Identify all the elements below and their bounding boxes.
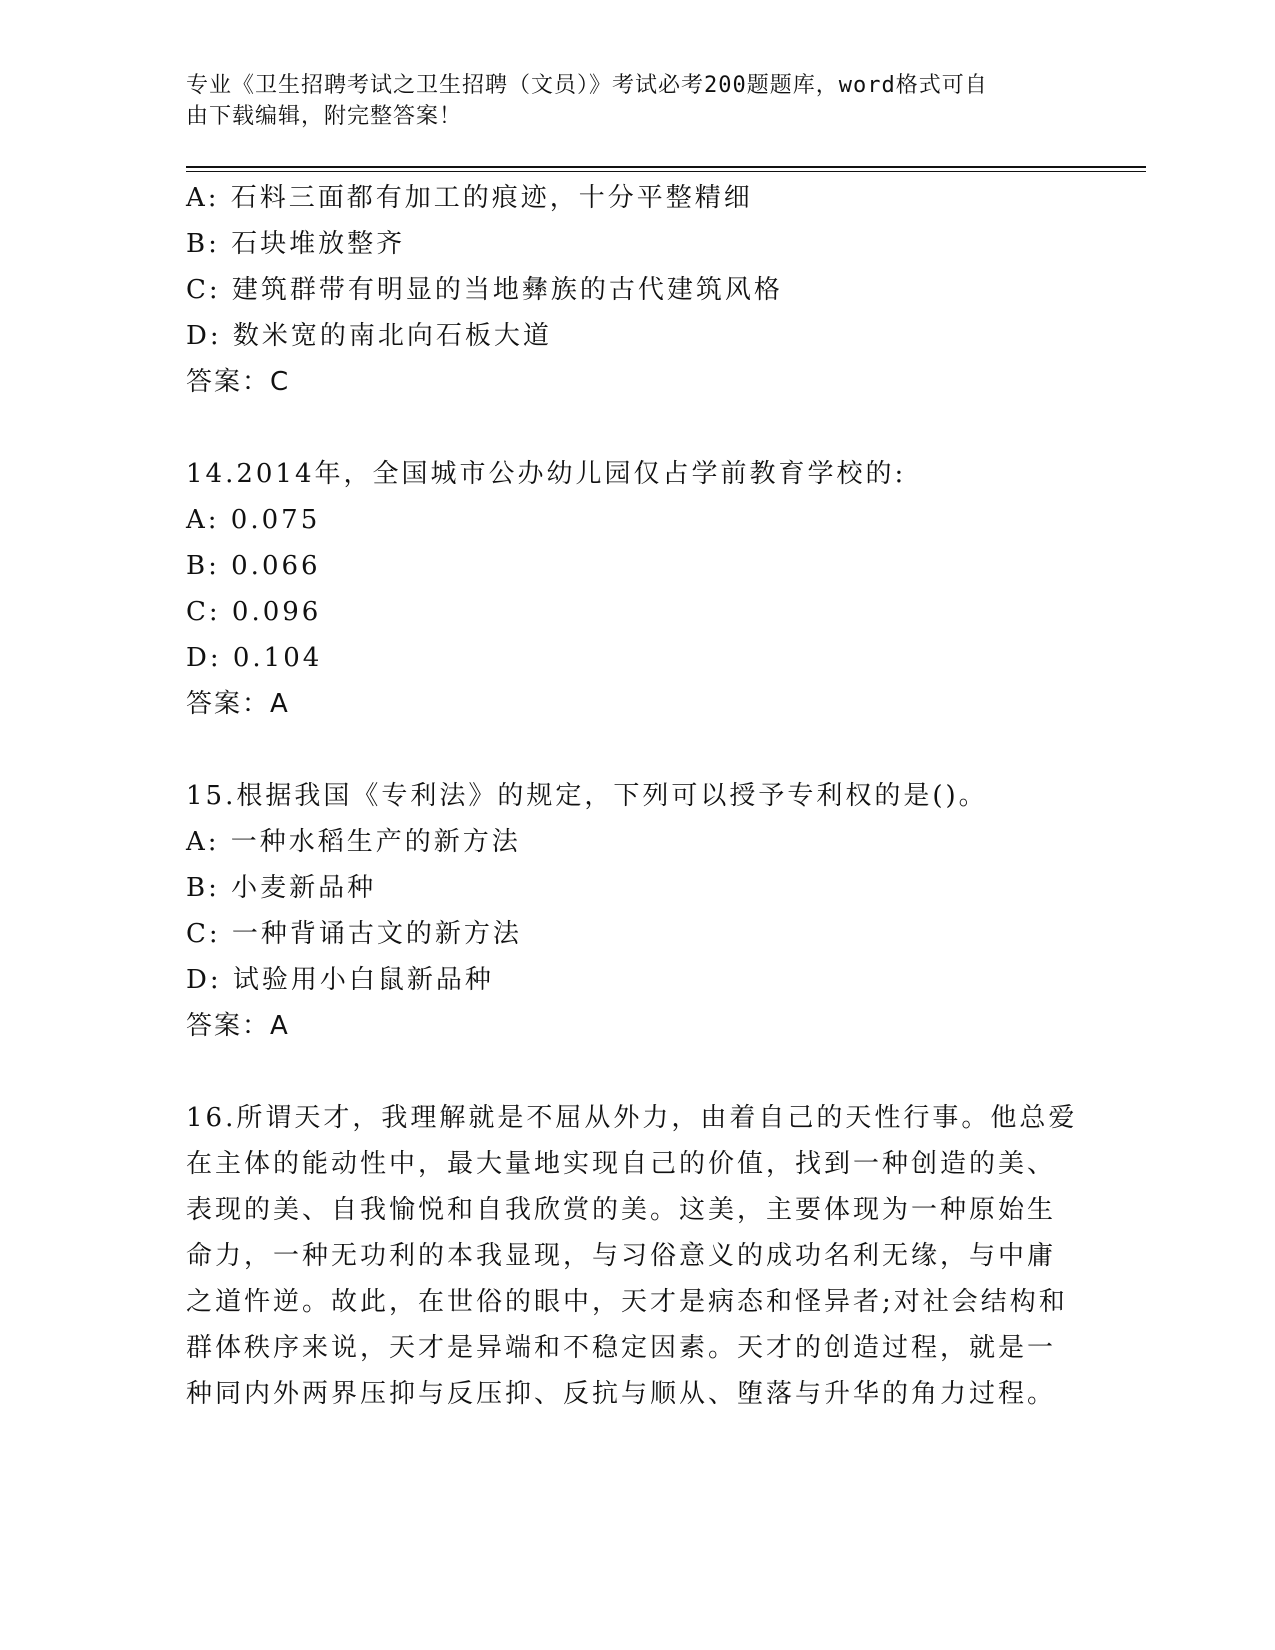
question-stem: 14.2014年，全国城市公办幼儿园仅占学前教育学校的: bbox=[186, 459, 907, 489]
option-a: A: 0.075 bbox=[186, 505, 321, 535]
option-b: B: 石块堆放整齐 bbox=[186, 229, 406, 259]
option-c: C: 0.096 bbox=[186, 597, 322, 627]
passage-line: 在主体的能动性中，最大量地实现自己的价值，找到一种创造的美、 bbox=[186, 1149, 1057, 1179]
option-b: B: 0.066 bbox=[186, 551, 321, 581]
spacer bbox=[186, 727, 1146, 773]
passage-line: 16.所谓天才，我理解就是不屈从外力，由着自己的天性行事。他总爱 bbox=[186, 1103, 1078, 1133]
answer: 答案：C bbox=[186, 367, 291, 397]
option-a: A: 一种水稻生产的新方法 bbox=[186, 827, 521, 857]
passage-line: 表现的美、自我愉悦和自我欣赏的美。这美，主要体现为一种原始生 bbox=[186, 1195, 1057, 1225]
question-15 bbox=[186, 773, 1146, 1049]
option-d: D: 0.104 bbox=[186, 643, 323, 673]
question-16-passage bbox=[186, 1095, 1076, 1417]
spacer bbox=[186, 405, 1146, 451]
answer: 答案：A bbox=[186, 1011, 290, 1041]
header-divider bbox=[186, 166, 1146, 168]
header-line-2: 由下载编辑，附完整答案！ bbox=[186, 104, 463, 129]
option-c: C: 建筑群带有明显的当地彝族的古代建筑风格 bbox=[186, 275, 783, 305]
option-d: D: 数米宽的南北向石板大道 bbox=[186, 321, 552, 351]
passage-line: 群体秩序来说，天才是异端和不稳定因素。天才的创造过程，就是一 bbox=[186, 1333, 1057, 1363]
question-13 bbox=[186, 175, 1146, 405]
passage-line: 种同内外两界压抑与反压抑、反抗与顺从、堕落与升华的角力过程。 bbox=[186, 1379, 1057, 1409]
document-header bbox=[186, 70, 1076, 132]
document-page bbox=[186, 70, 1146, 1417]
passage-line: 之道忤逆。故此，在世俗的眼中，天才是病态和怪异者;对社会结构和 bbox=[186, 1287, 1068, 1317]
header-line-1: 专业《卫生招聘考试之卫生招聘（文员）》考试必考200题题库，word格式可自 bbox=[186, 73, 988, 98]
answer: 答案：A bbox=[186, 689, 290, 719]
option-a: A: 石料三面都有加工的痕迹，十分平整精细 bbox=[186, 183, 753, 213]
question-content bbox=[186, 175, 1146, 1417]
option-d: D: 试验用小白鼠新品种 bbox=[186, 965, 494, 995]
option-c: C: 一种背诵古文的新方法 bbox=[186, 919, 522, 949]
spacer bbox=[186, 1049, 1146, 1095]
question-14 bbox=[186, 451, 1146, 727]
option-b: B: 小麦新品种 bbox=[186, 873, 377, 903]
passage-line: 命力，一种无功利的本我显现，与习俗意义的成功名利无缘，与中庸 bbox=[186, 1241, 1057, 1271]
question-stem: 15.根据我国《专利法》的规定，下列可以授予专利权的是()。 bbox=[186, 781, 988, 811]
